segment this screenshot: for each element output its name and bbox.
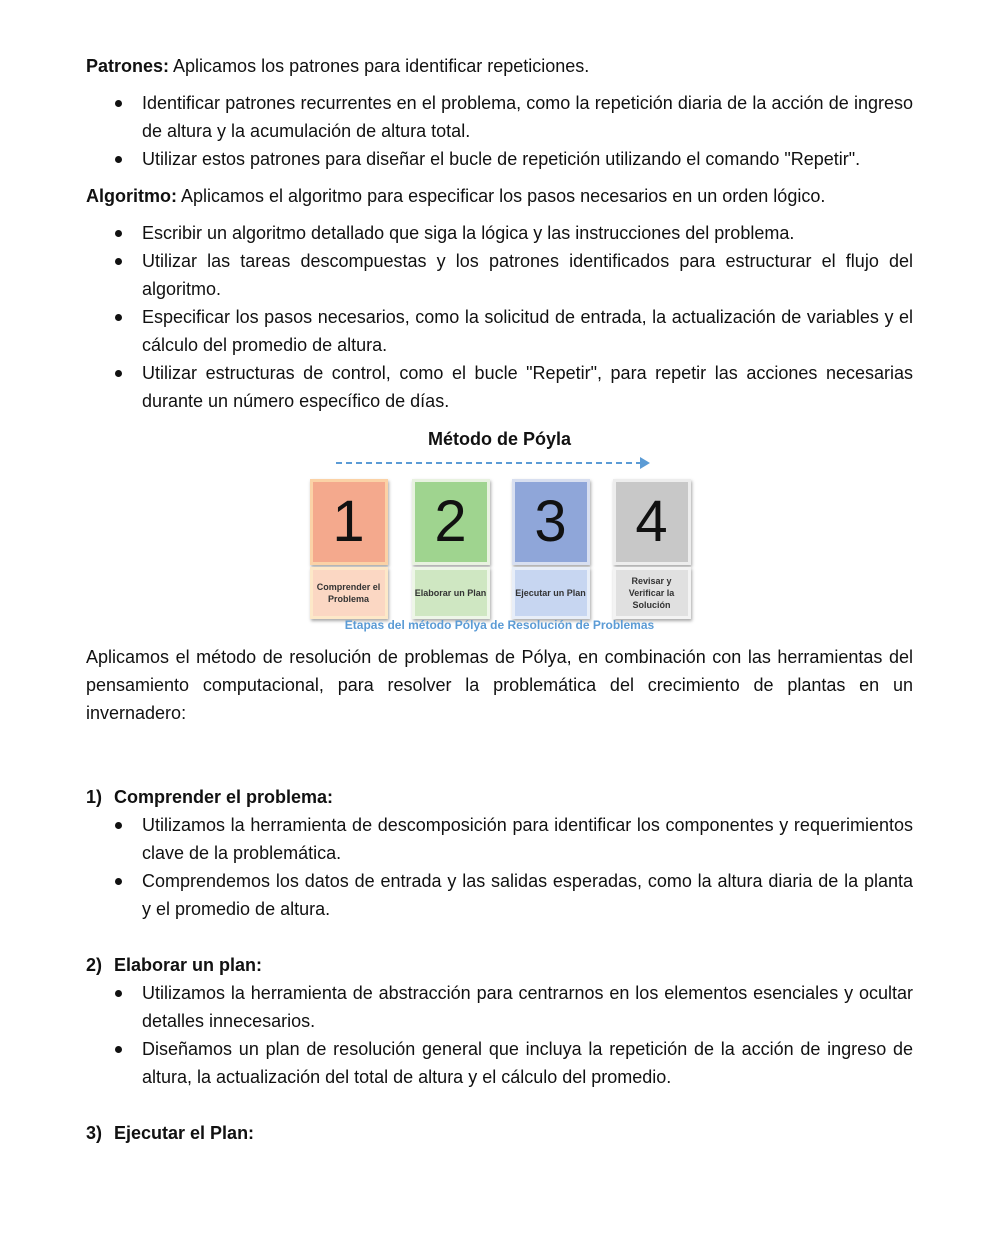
step-title: Comprender el problema: [114, 787, 334, 807]
step-2-list [86, 979, 913, 1091]
step-2-number: 2 [412, 479, 490, 565]
figure-title: Método de Póyla [427, 429, 571, 449]
list-item: Diseñamos un plan de resolución general que incluya la repetición de la acción de ingreso de altura, la actualización del total de altura y el cálculo del promedio. [86, 1035, 913, 1091]
list-item: Utilizar estos patrones para diseñar el bucle de repetición utilizando el comando "Repetir". [86, 145, 913, 173]
intro-paragraph: Aplicamos el método de resolución de problemas de Pólya, en combinación con las herramientas del pensamiento computacional, para resolver la problemática del crecimiento de plantas en un invernadero: [86, 647, 913, 723]
algoritmo-heading: Algoritmo: [86, 186, 177, 206]
step-number: 2) [86, 955, 103, 975]
list-item: Utilizamos la herramienta de abstracción para centrarnos en los elementos esenciales y ocultar detalles innecesarios. [86, 979, 913, 1035]
step-title: Elaborar un plan: [114, 955, 263, 975]
algoritmo-list [86, 219, 913, 415]
step-heading [86, 783, 913, 811]
step-1-number: 1 [310, 479, 388, 565]
algoritmo-paragraph [86, 182, 913, 210]
list-item: Utilizamos la herramienta de descomposición para identificar los componentes y requerimientos clave de la problemática. [86, 811, 913, 867]
step-heading [86, 1119, 913, 1147]
step-2-label: Elaborar un Plan [412, 567, 490, 619]
list-item: Especificar los pasos necesarios, como la solicitud de entrada, la actualización de variables y el cálculo del promedio de altura. [86, 303, 913, 359]
algoritmo-intro: Aplicamos el algoritmo para especificar los pasos necesarios en un orden lógico. [176, 186, 826, 206]
step-heading [86, 951, 913, 979]
patrones-intro: Aplicamos los patrones para identificar repeticiones. [169, 56, 590, 76]
step-3-number: 3 [512, 479, 590, 565]
document-page [86, 52, 913, 1147]
patrones-list [86, 89, 913, 173]
step-4-number: 4 [613, 479, 691, 565]
arrow-head-icon [640, 457, 650, 469]
patrones-heading: Patrones: [86, 56, 170, 76]
step-1-list [86, 811, 913, 923]
step-number: 1) [86, 787, 103, 807]
list-item: Utilizar estructuras de control, como el bucle "Repetir", para repetir las acciones necesarias durante un número específico de días. [86, 359, 913, 415]
figure-caption: Etapas del método Pólya de Resolución de Problemas [344, 618, 655, 632]
list-item: Identificar patrones recurrentes en el problema, como la repetición diaria de la acción de ingreso de altura y la acumulación de altura total. [86, 89, 913, 145]
polya-figure [300, 459, 700, 631]
step-4-label: Revisar y Verificar la Solución [613, 567, 691, 619]
list-item: Utilizar las tareas descompuestas y los patrones identificados para estructurar el flujo del algoritmo. [86, 247, 913, 303]
step-number: 3) [86, 1123, 103, 1143]
step-1-label: Comprender el Problema [310, 567, 388, 619]
step-title: Ejecutar el Plan: [114, 1123, 255, 1143]
dashed-arrow-line [336, 462, 642, 464]
list-item: Escribir un algoritmo detallado que siga la lógica y las instrucciones del problema. [86, 219, 913, 247]
patrones-paragraph [86, 52, 913, 80]
list-item: Comprendemos los datos de entrada y las salidas esperadas, como la altura diaria de la planta y el promedio de altura. [86, 867, 913, 923]
step-3-label: Ejecutar un Plan [512, 567, 590, 619]
